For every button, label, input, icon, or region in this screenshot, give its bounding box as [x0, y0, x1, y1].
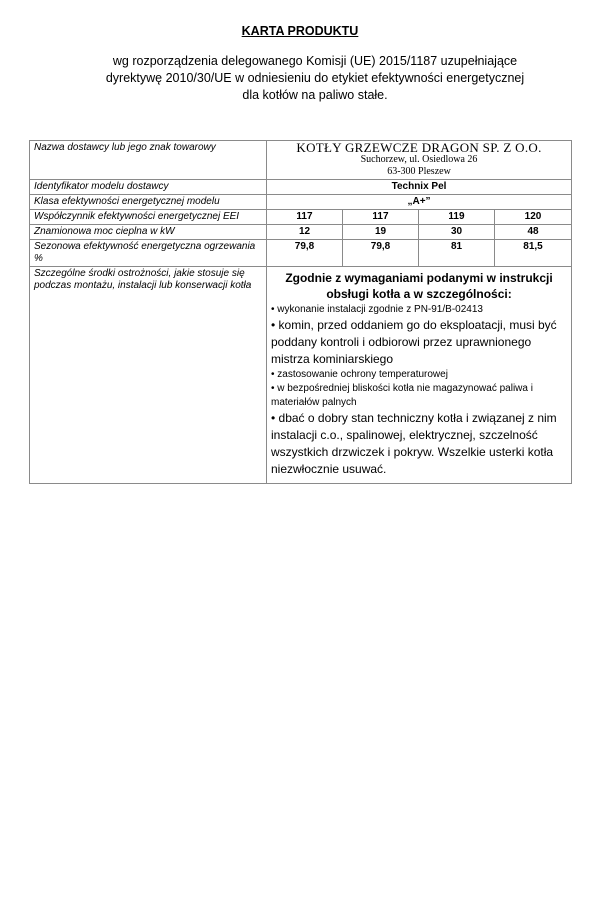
efficiency-class-label: Klasa efektywności energetycznej modelu: [30, 195, 267, 210]
efficiency-class-value: „A+”: [267, 195, 572, 210]
model-identifier-value: Technix Pel: [267, 180, 572, 195]
eei-value: 117: [343, 210, 419, 225]
precaution-item: • dbać o dobry stan techniczny kotła i związanej z nim instalacji c.o., spalinowej, elektrycznej, szczelność wszystkich drzwiczek i pokryw. Wszelkie usterki kotła niezwłocznie usuwać.: [271, 411, 557, 476]
precaution-item: • komin, przed oddaniem go do eksploatacji, musi być poddany kontroli i odbiorowi przez uprawnionego mistrza kominiarskiego: [271, 318, 557, 366]
intro-line-1: wg rozporządzenia delegowanego Komisji (UE) 2015/1187 uzupełniające: [112, 54, 518, 68]
model-identifier-label: Identyfikator modelu dostawcy: [30, 180, 267, 195]
rated-heat-output-value: 12: [267, 225, 343, 240]
eei-value: 120: [495, 210, 572, 225]
rated-heat-output-label: Znamionowa moc cieplna w kW: [30, 225, 267, 240]
eei-value: 117: [267, 210, 343, 225]
seasonal-efficiency-label: Sezonowa efektywność energetyczna ogrzewania %: [30, 240, 267, 267]
precaution-item: • w bezpośredniej bliskości kotła nie magazynować paliwa i materiałów palnych: [271, 383, 533, 408]
rated-heat-output-value: 30: [419, 225, 495, 240]
precautions-notes: [267, 267, 572, 484]
seasonal-efficiency-value: 81: [419, 240, 495, 267]
supplier-label: Nazwa dostawcy lub jego znak towarowy: [30, 141, 267, 180]
intro-line-2: dyrektywę 2010/30/UE w odniesieniu do etykiet efektywności energetycznej: [105, 71, 525, 85]
table-row-supplier: [30, 141, 572, 180]
precautions-heading: Zgodnie z wymaganiami podanymi w instrukcji obsługi kotła a w szczególności:: [285, 271, 553, 301]
table-row-precautions: [30, 267, 572, 484]
eei-value: 119: [419, 210, 495, 225]
rated-heat-output-value: 19: [343, 225, 419, 240]
intro-line-3: dla kotłów na paliwo stałe.: [242, 88, 388, 102]
supplier-city: 63-300 Pleszew: [387, 166, 451, 177]
page-title: KARTA PRODUKTU: [241, 24, 359, 38]
precautions-label: Szczególne środki ostrożności, jakie stosuje się podczas montażu, instalacji lub konserwacji kotła: [30, 267, 267, 484]
eei-label: Współczynnik efektywności energetycznej EEI: [30, 210, 267, 225]
table-row-seasonal-efficiency: [30, 240, 572, 267]
seasonal-efficiency-value: 79,8: [267, 240, 343, 267]
table-row-efficiency-class: [30, 195, 572, 210]
supplier-name: KOTŁY GRZEWCZE DRAGON SP. Z O.O.: [296, 140, 542, 155]
table-row-model-identifier: [30, 180, 572, 195]
supplier-street: Suchorzew, ul. Osiedlowa 26: [360, 154, 478, 165]
supplier-details: [267, 141, 572, 180]
rated-heat-output-value: 48: [495, 225, 572, 240]
precaution-item: • zastosowanie ochrony temperaturowej: [271, 369, 448, 380]
table-row-eei: [30, 210, 572, 225]
seasonal-efficiency-value: 79,8: [343, 240, 419, 267]
regulation-intro: [60, 53, 570, 104]
product-data-table: [29, 140, 572, 484]
seasonal-efficiency-value: 81,5: [495, 240, 572, 267]
table-row-rated-heat-output: [30, 225, 572, 240]
precaution-item: • wykonanie instalacji zgodnie z PN-91/B-02413: [271, 304, 483, 315]
